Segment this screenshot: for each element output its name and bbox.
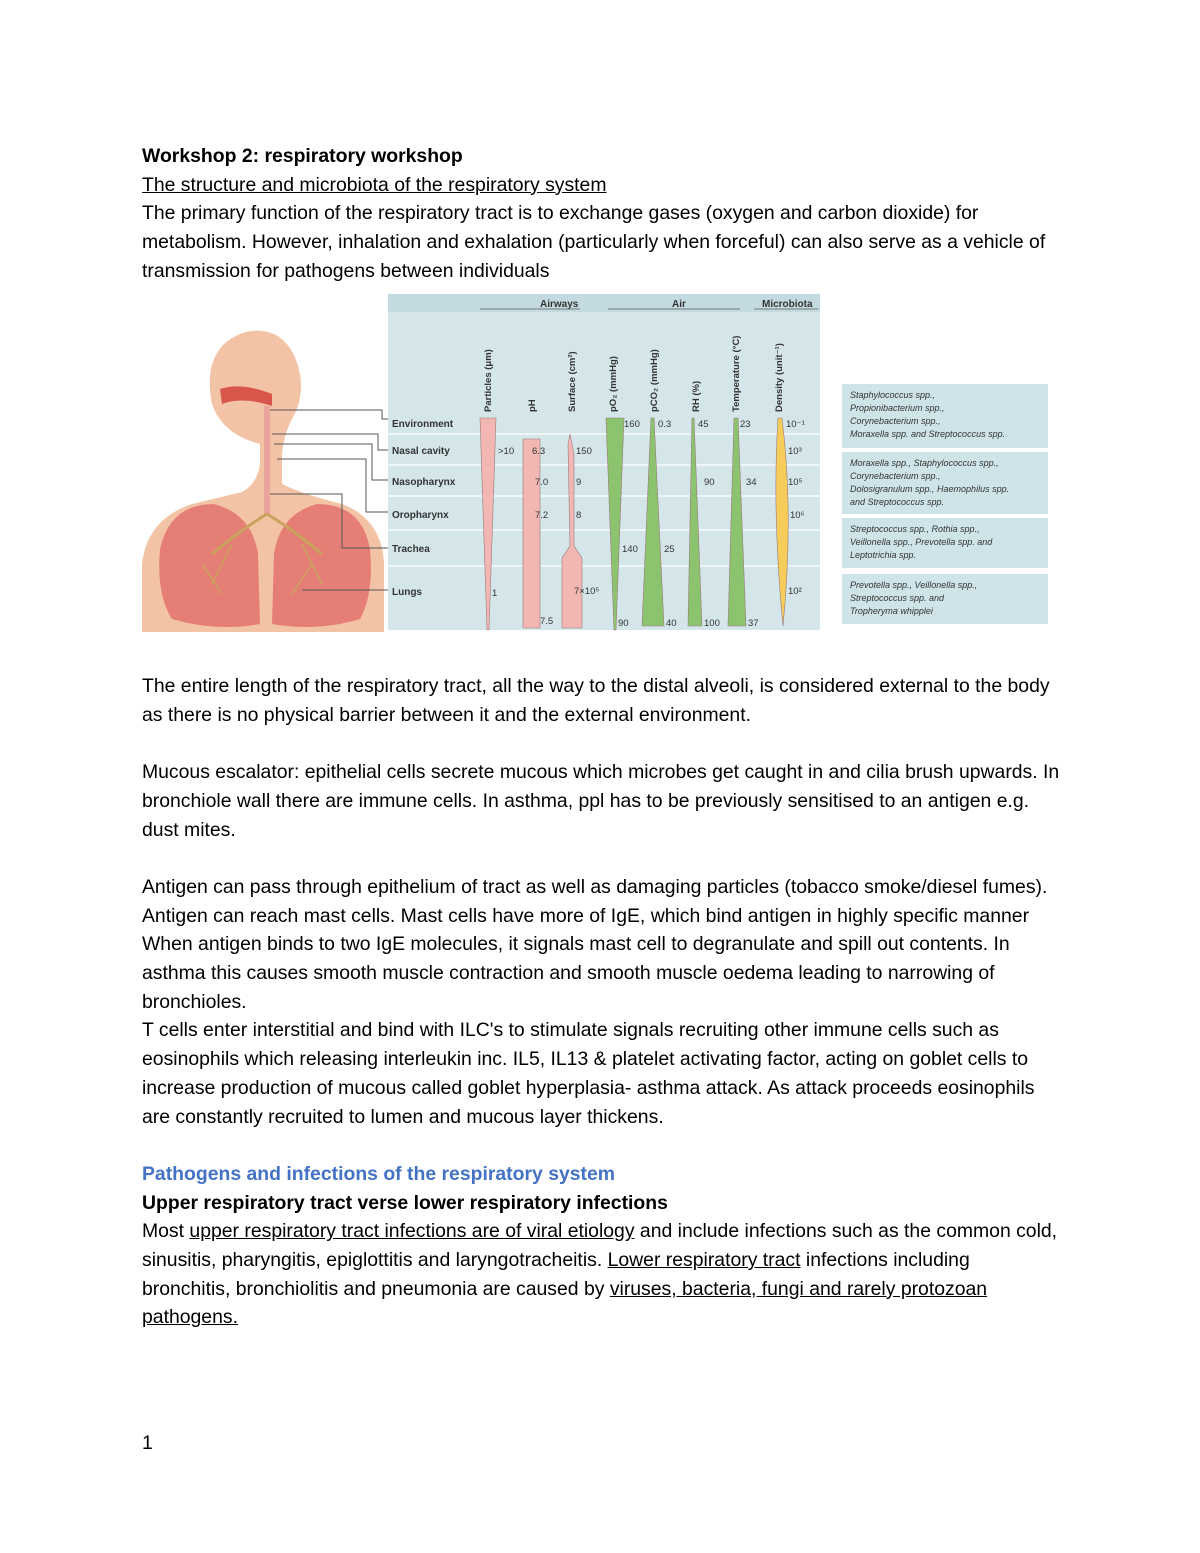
infections-underlined-text: Lower respiratory tract <box>607 1249 801 1272</box>
microbiota-text: Leptotrichia spp. <box>850 550 917 560</box>
group-header-airways: Airways <box>540 299 579 310</box>
value-surface-naso: 9 <box>576 477 582 488</box>
infections-text: Most <box>142 1220 190 1243</box>
col-header-po2: pO₂ (mmHg) <box>608 356 619 412</box>
col-header-rh: RH (%) <box>691 380 702 412</box>
infections-underlined-text: upper respiratory tract infections are of viral etiology <box>189 1220 635 1243</box>
value-density-lungs: 10² <box>788 586 802 597</box>
document-title: Workshop 2: respiratory workshop <box>142 145 463 167</box>
row-label-environment: Environment <box>392 419 454 430</box>
value-density-env: 10⁻¹ <box>786 419 805 430</box>
ph-bar <box>523 439 540 628</box>
paragraph-mucous-escalator: Mucous escalator: epithelial cells secrete mucous which microbes get caught in and cilia brush upwards. In bronchiole wall there are immune cells. In asthma, ppl has to be previously sensitised to an antigen e.g. dust mites. <box>142 761 1060 841</box>
respiratory-tract-figure <box>142 294 1052 632</box>
subheading-upper-lower: Upper respiratory tract verse lower respiratory infections <box>142 1191 668 1214</box>
value-temp-env: 23 <box>740 419 751 430</box>
value-po2-bottom: 90 <box>618 618 629 629</box>
value-temp-bottom: 37 <box>748 618 759 629</box>
page-number: 1 <box>142 1432 153 1454</box>
microbiota-text: and Streptococcus spp. <box>850 497 945 507</box>
intro-block <box>142 142 1062 286</box>
microbiota-text: Staphylococcus spp., <box>850 390 936 400</box>
value-ph-bottom: 7.5 <box>540 616 554 627</box>
col-header-temperature: Temperature (°C) <box>731 335 742 412</box>
row-label-nasal-cavity: Nasal cavity <box>392 446 450 457</box>
body-block <box>142 672 1062 1332</box>
paragraph-degranulation: When antigen binds to two IgE molecules, it signals mast cell to degranulate and spill out contents. In asthma this causes smooth muscle contraction and smooth muscle oedema leading to narrowing of bronchioles. <box>142 933 1010 1013</box>
value-particles-lungs: 1 <box>492 588 498 599</box>
infections-underlined-text: viruses, bacteria, fungi and rarely protozoan pathogens. <box>142 1277 988 1329</box>
value-pco2-env: 0.3 <box>658 419 672 430</box>
value-rh-env: 45 <box>698 419 709 430</box>
microbiota-text: Propionibacterium spp., <box>850 403 945 413</box>
value-density-naso: 10⁵ <box>788 477 803 488</box>
microbiota-text: Tropheryma whipplei <box>850 606 933 616</box>
microbiota-text: Corynebacterium spp., <box>850 471 941 481</box>
paragraph-external: The entire length of the respiratory tract, all the way to the distal alveoli, is considered external to the body as there is no physical barrier between it and the external environment. <box>142 675 1050 726</box>
value-rh-naso: 90 <box>704 477 715 488</box>
anatomy-illustration <box>142 331 390 632</box>
data-panel <box>388 294 820 630</box>
paragraph-mast-cells: Antigen can reach mast cells. Mast cells have more of IgE, which bind antigen in highly specific manner <box>142 904 1030 927</box>
value-density-oro: 10⁶ <box>790 510 805 521</box>
row-label-trachea: Trachea <box>392 544 430 555</box>
value-density-nasal: 10³ <box>788 446 802 457</box>
value-surface-nasal: 150 <box>576 446 592 457</box>
col-header-ph: pH <box>527 399 538 412</box>
value-rh-bottom: 100 <box>704 618 720 629</box>
col-header-pco2: pCO₂ (mmHg) <box>649 349 660 412</box>
row-label-nasopharynx: Nasopharynx <box>392 477 456 488</box>
infections-text: infections including bronchitis, bronchiolitis and pneumonia are caused by <box>142 1249 970 1300</box>
value-po2-env: 160 <box>624 419 640 430</box>
col-header-particles: Particles (μm) <box>483 349 494 412</box>
col-header-surface: Surface (cm²) <box>567 351 578 412</box>
row-label-oropharynx: Oropharynx <box>392 510 449 521</box>
value-ph-naso: 7.0 <box>535 477 549 488</box>
microbiota-text: Moraxella spp. and Streptococcus spp. <box>850 429 1006 439</box>
row-label-lungs: Lungs <box>392 587 422 598</box>
microbiota-text: Corynebacterium spp., <box>850 416 941 426</box>
paragraph-antigen: Antigen can pass through epithelium of tract as well as damaging particles (tobacco smoke/diesel fumes). <box>142 875 1048 898</box>
value-ph-nasal: 6.3 <box>532 446 546 457</box>
value-ph-oro: 7.2 <box>535 510 549 521</box>
microbiota-text: Streptococcus spp. and <box>850 593 945 603</box>
value-surface-oro: 8 <box>576 510 582 521</box>
group-header-microbiota: Microbiota <box>762 299 813 310</box>
microbiota-text: Prevotella spp., Veillonella spp., <box>850 580 978 590</box>
value-pco2-trachea: 25 <box>664 544 675 555</box>
microbiota-text: Streptococcus spp., Rothia spp., <box>850 524 980 534</box>
col-header-density: Density (unit⁻¹) <box>774 343 785 412</box>
infections-text: and include infections such as the common cold, sinusitis, pharyngitis, epiglottitis and laryngotracheitis. <box>142 1220 1058 1272</box>
intro-paragraph: The primary function of the respiratory tract is to exchange gases (oxygen and carbon dioxide) for metabolism. However, inhalation and exhalation (particularly when forceful) can also serve as a vehicle of transmission for pathogens between individuals <box>142 202 1046 282</box>
value-pco2-bottom: 40 <box>666 618 677 629</box>
section-heading-structure: The structure and microbiota of the respiratory system <box>142 173 607 196</box>
section-heading-pathogens: Pathogens and infections of the respiratory system <box>142 1162 616 1185</box>
group-header-air: Air <box>672 299 686 310</box>
value-surface-lungs: 7×10⁵ <box>574 586 600 597</box>
microbiota-text: Veillonella spp., Prevotella spp. and <box>850 537 993 547</box>
value-po2-trachea: 140 <box>622 544 638 555</box>
microbiota-text: Dolosigranulum spp., Haemophilus spp. <box>850 484 1010 494</box>
microbiota-text: Moraxella spp., Staphylococcus spp., <box>850 458 999 468</box>
paragraph-infections <box>142 1217 1062 1332</box>
value-particles-nasal: >10 <box>498 446 515 457</box>
value-temp-naso: 34 <box>746 477 757 488</box>
paragraph-t-cells: T cells enter interstitial and bind with ILC's to stimulate signals recruiting other immune cells such as eosinophils which releasing interleukin inc. IL5, IL13 & platelet activating factor, acting on goblet cells to increase production of mucous called goblet hyperplasia- asthma attack. As attack proceeds eosinophils are constantly recruited to lumen and mucous layer thickens. <box>142 1019 1035 1128</box>
